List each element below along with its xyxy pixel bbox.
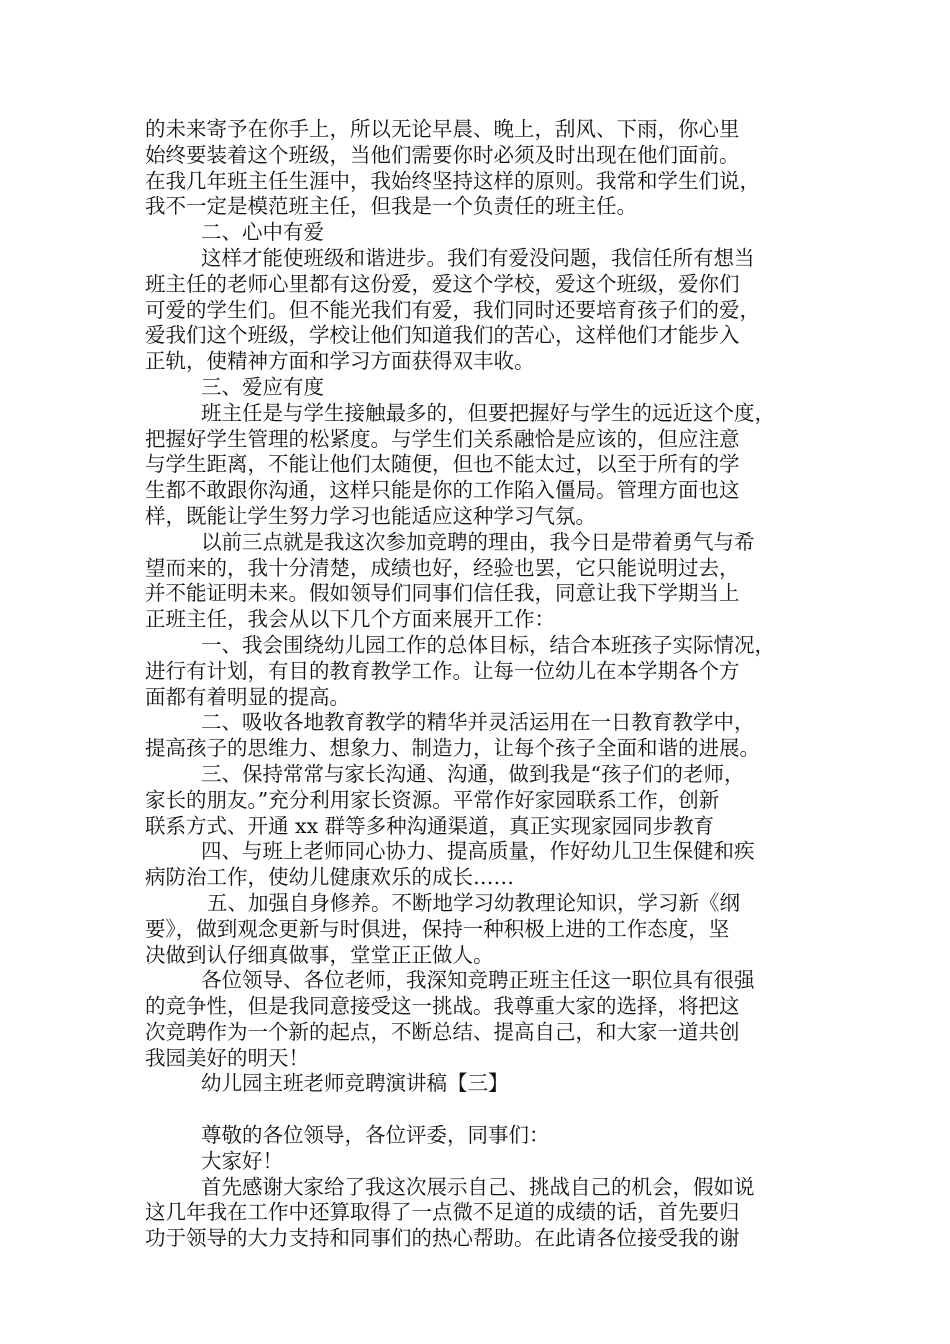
text-line: 二、心中有爱 xyxy=(201,220,324,245)
text-line: 各位领导、各位老师，我深知竞聘正班主任这一职位具有很强 xyxy=(201,968,755,993)
text-line: 这几年我在工作中还算取得了一点微不足道的成绩的话，首先要归 xyxy=(145,1200,740,1225)
text-line: 面都有着明显的提高。 xyxy=(145,684,350,709)
text-line: 在我几年班主任生涯中，我始终坚持这样的原则。我常和学生们说， xyxy=(145,168,760,193)
text-line: 病防治工作，使幼儿健康欢乐的成长…… xyxy=(145,865,514,890)
text-line: 以前三点就是我这次参加竞聘的理由，我今日是带着勇气与希 xyxy=(201,529,755,554)
text-line: 三、爱应有度 xyxy=(201,374,324,399)
text-line: 的未来寄予在你手上，所以无论早晨、晚上，刮风、下雨，你心里 xyxy=(145,117,740,141)
text-line: 功于领导的大力支持和同事们的热心帮助。在此请各位接受我的谢 xyxy=(145,1226,740,1251)
text-line: 的竞争性，但是我同意接受这一挑战。我尊重大家的选择，将把这 xyxy=(145,994,740,1019)
text-line: 把握好学生管理的松紧度。与学生们关系融恰是应该的，但应注意 xyxy=(145,426,740,451)
text-line: 尊敬的各位领导，各位评委，同事们： xyxy=(201,1123,550,1148)
text-line: 样，既能让学生努力学习也能适应这种学习气氛。 xyxy=(145,503,596,528)
text-line: 要》，做到观念更新与时俱进，保持一种积极上进的工作态度，坚 xyxy=(145,916,730,941)
text-line: 大家好！ xyxy=(201,1148,283,1173)
text-line: 这样才能使班级和谐进步。我们有爱没问题，我信任所有想当 xyxy=(201,245,755,270)
text-line: 次竞聘作为一个新的起点，不断总结、提高自己，和大家一道共创 xyxy=(145,1019,740,1044)
text-line: 二、吸收各地教育教学的精华并灵活运用在一日教育教学中， xyxy=(201,710,755,735)
text-line: 三、保持常常与家长沟通、沟通，做到我是“孩子们的老师， xyxy=(201,761,745,786)
text-line: 我园美好的明天！ xyxy=(145,1045,309,1070)
text-line: 一、我会围绕幼儿园工作的总体目标，结合本班孩子实际情况， xyxy=(201,632,775,657)
blank-line xyxy=(145,1097,805,1123)
text-line: 爱我们这个班级，学校让他们知道我们的苦心，这样他们才能步入 xyxy=(145,323,740,348)
document-body xyxy=(145,117,805,1252)
text-line: 提高孩子的思维力、想象力、制造力，让每个孩子全面和谐的进展。 xyxy=(145,736,760,761)
text-line: 与学生距离，不能让他们太随便，但也不能太过，以至于所有的学 xyxy=(145,452,740,477)
text-line: 进行有计划，有目的教育教学工作。让每一位幼儿在本学期各个方 xyxy=(145,658,740,683)
text-line: 望而来的，我十分清楚，成绩也好，经验也罢，它只能说明过去， xyxy=(145,555,740,580)
text-line: 并不能证明未来。假如领导们同事们信任我，同意让我下学期当上 xyxy=(145,581,740,606)
text-line: 五、加强自身修养。不断地学习幼教理论知识，学习新《纲 xyxy=(207,890,740,915)
text-line: 四、与班上老师同心协力、提高质量，作好幼儿卫生保健和疾 xyxy=(201,839,755,864)
text-line: 我不一定是模范班主任，但我是一个负责任的班主任。 xyxy=(145,194,637,219)
text-line: 始终要装着这个班级，当他们需要你时必须及时出现在他们面前。 xyxy=(145,142,740,167)
text-line: 可爱的学生们。但不能光我们有爱，我们同时还要培育孩子们的爱， xyxy=(145,297,760,322)
text-line: 决做到认仔细真做事，堂堂正正做人。 xyxy=(145,942,494,967)
text-line: 班主任是与学生接触最多的，但要把握好与学生的远近这个度， xyxy=(201,400,775,425)
text-line: 家长的朋友。”充分利用家长资源。平常作好家园联系工作，创新 xyxy=(145,787,720,812)
text-line: 联系方式、开通 xx 群等多种沟通渠道，真正实现家园同步教育 xyxy=(145,813,715,838)
text-line: 班主任的老师心里都有这份爱，爱这个学校，爱这个班级，爱你们 xyxy=(145,271,740,296)
text-line: 首先感谢大家给了我这次展示自己、挑战自己的机会，假如说 xyxy=(201,1174,755,1199)
text-line: 幼儿园主班老师竞聘演讲稿【三】 xyxy=(201,1071,509,1096)
text-line: 正轨，使精神方面和学习方面获得双丰收。 xyxy=(145,349,535,374)
text-line: 生都不敢跟你沟通，这样只能是你的工作陷入僵局。管理方面也这 xyxy=(145,478,740,503)
text-line: 正班主任，我会从以下几个方面来展开工作： xyxy=(145,607,555,632)
